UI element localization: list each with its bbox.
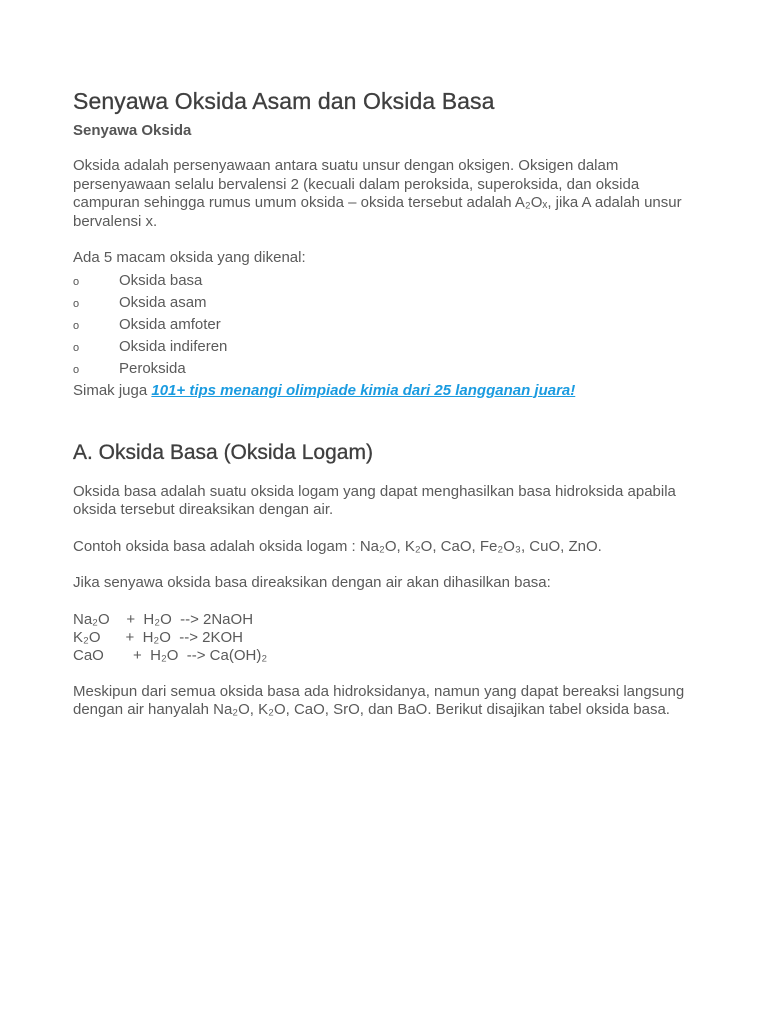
oxide-types-list xyxy=(73,270,693,380)
section-a-heading: A. Oksida Basa (Oksida Logam) xyxy=(73,440,373,464)
bullet-icon: o xyxy=(73,297,80,310)
bullet-icon: o xyxy=(73,341,80,354)
list-intro: Ada 5 macam oksida yang dikenal: xyxy=(73,249,306,266)
section-subtitle: Senyawa Oksida xyxy=(73,122,192,139)
reaction-line: K₂O + H₂O --> 2KOH xyxy=(73,628,244,646)
list-item: o Oksida indiferen xyxy=(73,336,693,358)
examples-paragraph: Contoh oksida basa adalah oksida logam : Na₂O, K₂O, CaO, Fe₂O₃, CuO, ZnO. xyxy=(73,537,602,555)
list-item: o Peroksida xyxy=(73,358,693,380)
list-item: o Oksida asam xyxy=(73,292,693,314)
list-item: o Oksida basa xyxy=(73,270,693,292)
reaction-line: CaO + H₂O --> Ca(OH)₂ xyxy=(73,646,268,664)
page-title: Senyawa Oksida Asam dan Oksida Basa xyxy=(73,88,495,114)
bullet-icon: o xyxy=(73,319,80,332)
reaction-equations xyxy=(73,611,693,665)
bullet-icon: o xyxy=(73,363,80,376)
intro-paragraph: Oksida adalah persenyawaan antara suatu unsur dengan oksigen. Oksigen dalam persenyawaan selalu bervalensi 2 (kecuali dalam peroksida, superoksida, dan oksida campuran sehingga rumus umum oksida – oksida tersebut adalah A₂Oₓ, jika A adalah unsur bervalensi x. xyxy=(73,157,682,230)
bullet-icon: o xyxy=(73,275,80,288)
definition-paragraph: Oksida basa adalah suatu oksida logam yang dapat menghasilkan basa hidroksida apabila oksida tersebut direaksikan dengan air. xyxy=(73,482,676,518)
reaction-intro: Jika senyawa oksida basa direaksikan dengan air akan dihasilkan basa: xyxy=(73,574,551,591)
article-body xyxy=(73,86,693,720)
olympiad-tips-link[interactable]: 101+ tips menangi olimpiade kimia dari 25 langganan juara! xyxy=(151,381,576,399)
reaction-line: Na₂O + H₂O --> 2NaOH xyxy=(73,610,254,628)
closing-paragraph: Meskipun dari semua oksida basa ada hidroksidanya, namun yang dapat bereaksi langsung dengan air hanyalah Na₂O, K₂O, CaO, SrO, dan BaO. Berikut disajikan tabel oksida basa. xyxy=(73,682,685,718)
see-also-prefix: Simak juga xyxy=(73,381,152,399)
list-item: o Oksida amfoter xyxy=(73,314,693,336)
see-also-line xyxy=(73,380,693,402)
